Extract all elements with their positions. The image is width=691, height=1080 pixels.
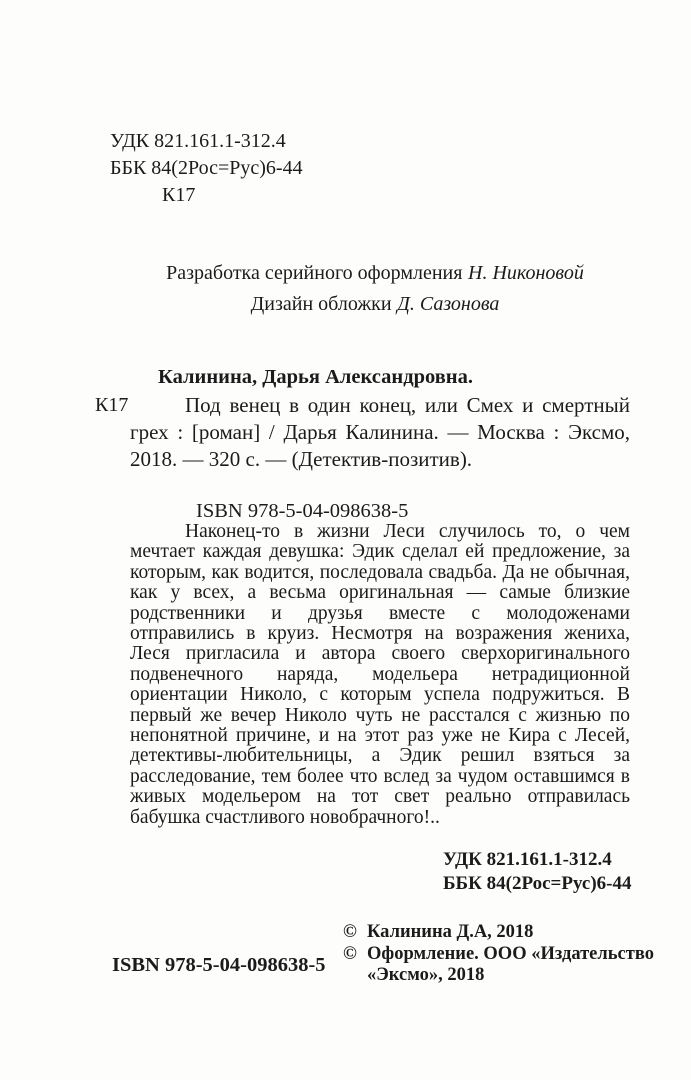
copyright-block — [343, 922, 677, 987]
cover-designer-name: Д. Сазонова — [397, 293, 500, 315]
catalog-entry — [95, 392, 630, 473]
bottom-classification-block — [443, 848, 631, 895]
catalog-author-code: К17 — [95, 394, 129, 416]
copyright-icon: © — [343, 943, 357, 964]
series-design-credit — [120, 258, 630, 289]
catalog-description: Под венец в один конец, или Смех и смертный грех : [роман] / Дарья Калинина. — Москва : Эксмо, 2018. — 320 с. — (Детектив-позитив). — [130, 393, 630, 471]
top-classification-block — [110, 128, 303, 209]
isbn-catalog: ISBN 978-5-04-098638-5 — [196, 500, 409, 522]
copyright-publisher — [343, 944, 677, 987]
udk-line: УДК 821.161.1-312.4 — [110, 130, 286, 152]
cover-design-label: Дизайн обложки — [250, 293, 392, 315]
design-credits — [120, 258, 630, 320]
catalog-author-heading: Калинина, Дарья Александровна. — [158, 366, 473, 388]
series-designer-name: Н. Никоновой — [468, 262, 584, 284]
copyright-author-text: Калинина Д.А, 2018 — [367, 922, 534, 942]
author-code-line: К17 — [162, 184, 196, 206]
series-design-label: Разработка серийного оформления — [166, 262, 463, 284]
udk-footer-line: УДК 821.161.1-312.4 — [443, 849, 612, 870]
copyright-publisher-text: Оформление. ООО «Издательство «Эксмо», 2018 — [367, 943, 654, 985]
bbk-line: ББК 84(2Рос=Рус)6-44 — [110, 157, 303, 179]
cover-design-credit — [120, 289, 630, 320]
annotation-text: Наконец-то в жизни Леси случилось то, о чем мечтает каждая девушка: Эдик сделал ей предложение, за которым, как водится, последовала свадьба. Да не обычная, как у всех, а весьма оригинальная — самые близкие родственники и друзья вместе с молодоженами отправились в круиз. Несмотря на возражения жениха, Леся пригласила и автора своего сверхоригинального подвенечного наряда, модельера нетрадиционной ориентации Николо, с которым успела подружиться. В первый же вечер Николо чуть не расстался с жизнью по непонятной причине, и на этот раз уже не Кира с Лесей, детективы-любительницы, а Эдик решил взяться за расследование, тем более что вслед за чудом оставшимся в живых модельером на тот свет реально отправилась бабушка счастливого новобрачного!.. — [130, 521, 630, 828]
isbn-footer: ISBN 978-5-04-098638-5 — [112, 954, 326, 976]
bbk-footer-line: ББК 84(2Рос=Рус)6-44 — [443, 872, 632, 894]
copyright-author — [343, 922, 677, 944]
copyright-icon: © — [343, 922, 357, 942]
